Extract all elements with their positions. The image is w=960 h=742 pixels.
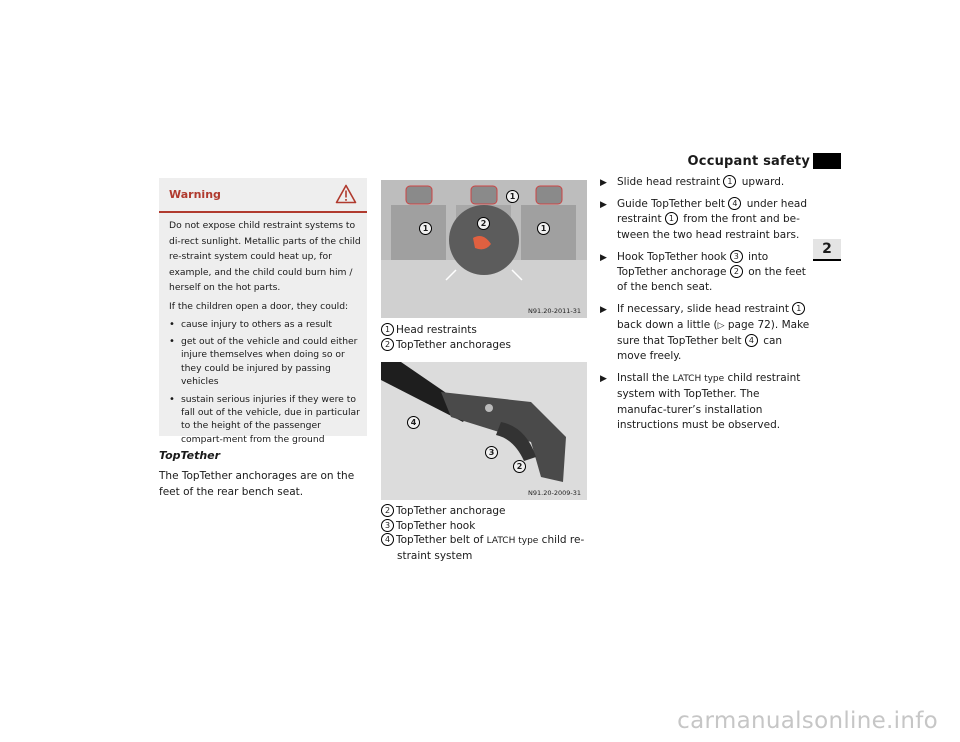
legend-item <box>381 533 587 563</box>
callout-3: 3 <box>485 446 498 459</box>
step-text: If necessary, slide head restraint <box>617 303 793 316</box>
instruction-step <box>600 302 812 364</box>
warning-body <box>169 218 362 450</box>
page-reference-arrow-icon: ▷ <box>717 320 725 331</box>
instruction-step <box>600 197 812 243</box>
legend-item <box>381 504 587 519</box>
legend-item <box>381 323 511 338</box>
step-text: back down a little ( <box>617 318 718 331</box>
page-reference-link[interactable]: page 72). Make sure that TopTether belt <box>617 318 810 347</box>
warning-paragraph: Do not expose child restraint systems to di-rect sunlight. Metallic parts of the child re-straint system could heat up, for example, and the child could burn him / herself on the hot parts. <box>169 220 361 294</box>
legend-number: 2 <box>381 338 394 351</box>
section-title: Occupant safety <box>687 154 810 169</box>
callout-number: 4 <box>745 334 758 347</box>
callout-1: 1 <box>506 190 519 203</box>
step-text-smallcaps: LATCH type <box>672 374 725 385</box>
step-text: Install the <box>617 372 673 385</box>
callout-number: 1 <box>723 175 736 188</box>
watermark-text[interactable]: carmanualsonline.info <box>677 708 938 734</box>
callout-1: 1 <box>419 222 432 235</box>
list-item: • cause injury to others as a result <box>169 318 362 331</box>
seat-illustration <box>381 180 587 318</box>
chapter-tab-marker <box>813 153 841 169</box>
hook-illustration <box>381 362 587 500</box>
step-text: on the feet of the bench seat. <box>617 266 806 294</box>
callout-number: 2 <box>730 265 743 278</box>
toptether-heading: TopTether <box>159 449 221 462</box>
list-item: • sustain serious injuries if they were to fall out of the vehicle, due in particular to the height of the passenger compart-ment from the ground <box>169 393 362 447</box>
warning-box <box>159 178 367 445</box>
step-text: Hook TopTether hook <box>617 250 730 263</box>
figure-code: N91.20-2011-31 <box>528 307 581 315</box>
legend-number: 3 <box>381 519 394 532</box>
callout-2: 2 <box>477 217 490 230</box>
step-text: can move freely. <box>617 334 783 363</box>
warning-triangle-icon <box>335 184 357 204</box>
list-item: • get out of the vehicle and could either injure themselves when doing so or they could be injured by passing vehicles <box>169 335 362 389</box>
legend-number: 2 <box>381 504 394 517</box>
figure2-legend <box>381 504 587 563</box>
legend-text: TopTether anchorages <box>396 338 511 351</box>
callout-number: 1 <box>665 212 678 225</box>
legend-number: 4 <box>381 533 394 546</box>
step-text: upward. <box>738 176 785 188</box>
callout-number: 1 <box>792 302 805 315</box>
warning-list <box>169 318 362 447</box>
callout-number: 4 <box>728 197 741 210</box>
warning-heading: Warning <box>169 188 221 201</box>
figure-code: N91.20-2009-31 <box>528 489 581 497</box>
toptether-body: The TopTether anchorages are on the feet of the rear bench seat. <box>159 470 355 499</box>
callout-1: 1 <box>537 222 550 235</box>
legend-text: Head restraints <box>396 324 477 336</box>
step-text: child restraint system with TopTether. The manufac-turer’s installation instructions must be observed. <box>617 372 801 431</box>
legend-text: TopTether belt of <box>396 534 487 547</box>
warning-divider <box>159 211 367 213</box>
step-text: into TopTether anchorage <box>617 250 769 279</box>
legend-text: TopTether hook <box>396 519 476 532</box>
legend-item <box>381 338 511 353</box>
callout-number: 3 <box>730 250 743 263</box>
step-text: Slide head restraint <box>617 176 724 188</box>
instruction-step <box>600 250 812 296</box>
instruction-step <box>600 371 812 433</box>
legend-text: TopTether anchorage <box>396 505 506 517</box>
instruction-steps <box>600 175 812 440</box>
figure-head-restraints <box>381 180 587 318</box>
legend-number: 1 <box>381 323 394 336</box>
callout-4: 4 <box>407 416 420 429</box>
step-text: from the front and be-tween the two head restraint bars. <box>617 213 800 241</box>
legend-text-smallcaps: LATCH type <box>486 536 539 547</box>
step-text: under head restraint <box>617 198 808 226</box>
warning-paragraph: If the children open a door, they could: <box>169 300 349 312</box>
instruction-step <box>600 175 812 190</box>
step-text: Guide TopTether belt <box>617 198 729 211</box>
figure1-legend <box>381 323 511 352</box>
figure-toptether-hook <box>381 362 587 500</box>
legend-text: child re-straint system <box>397 534 585 562</box>
callout-2: 2 <box>513 460 526 473</box>
chapter-number-tab: 2 <box>813 239 841 261</box>
legend-item <box>381 519 587 534</box>
